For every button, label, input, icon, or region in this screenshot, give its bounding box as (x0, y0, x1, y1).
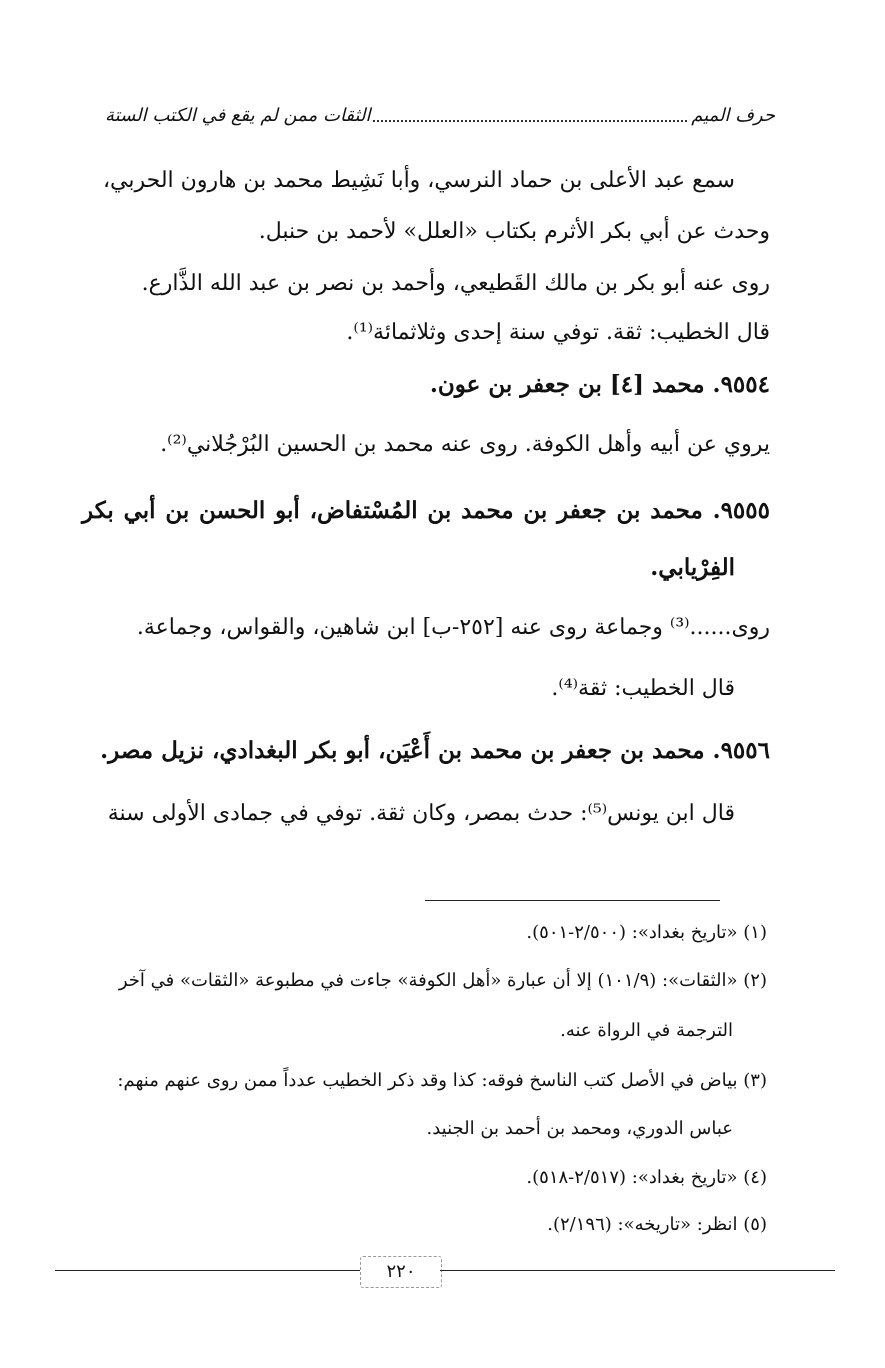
footer-rule-right (440, 1270, 835, 1271)
body-line: روى عنه أبو بكر بن مالك القَطيعي، وأحمد بن نصر بن عبد الله الذَّارع. (141, 271, 770, 296)
footnote-2-cont: الترجمة في الرواة عنه. (560, 1020, 733, 1041)
running-header (105, 100, 775, 132)
chapter-title: حرف الميم (691, 105, 775, 126)
footnote-4: (٤) «تاريخ بغداد»: (٢/٥١٧-٥١٨). (526, 1167, 767, 1188)
entry-heading-9555-cont: الفِرْيابي. (650, 554, 735, 581)
body-line: قال الخطيب: ثقة. توفي سنة إحدى وثلاثمائة⁽¹⁾. (346, 320, 770, 345)
header-dotted-leader (373, 120, 687, 122)
book-title: الثقات ممن لم يقع في الكتب الستة (105, 105, 371, 126)
body-line: يروي عن أبيه وأهل الكوفة. روى عنه محمد بن الحسين البُرْجُلاني⁽²⁾. (160, 432, 770, 457)
body-line: قال الخطيب: ثقة⁽⁴⁾. (551, 676, 735, 701)
entry-heading-9554: ٩٥٥٤. محمد [٤] بن جعفر بن عون. (429, 371, 770, 398)
entry-heading-9555: ٩٥٥٥. محمد بن جعفر بن محمد بن المُسْتفاض، أبو الحسن بن أبي بكر (82, 497, 770, 524)
body-line: سمع عبد الأعلى بن حماد النرسي، وأبا نَشِيط محمد بن هارون الحربي، (102, 168, 735, 193)
body-line: روى......⁽³⁾ وجماعة روى عنه [٢٥٢-ب] ابن شاهين، والقواس، وجماعة. (136, 615, 770, 640)
entry-heading-9556: ٩٥٥٦. محمد بن جعفر بن محمد بن أَعْيَن، أبو بكر البغدادي، نزيل مصر. (100, 737, 770, 764)
page-number: ٢٢٠ (360, 1256, 442, 1288)
body-line: قال ابن يونس⁽⁵⁾: حدث بمصر، وكان ثقة. توفي في جمادى الأولى سنة (107, 801, 735, 826)
footnote-3: (٣) بياض في الأصل كتب الناسخ فوقه: كذا وقد ذكر الخطيب عدداً ممن روى عنهم منهم: (117, 1070, 767, 1091)
footnote-5: (٥) انظر: «تاريخه»: (٢/١٩٦). (547, 1214, 767, 1235)
footer-rule-left (55, 1270, 360, 1271)
footnote-2: (٢) «الثقات»: (١٠١/٩) إلا أن عبارة «أهل الكوفة» جاءت في مطبوعة «الثقات» في آخر (118, 970, 767, 991)
footnote-3-cont: عباس الدوري، ومحمد بن أحمد بن الجنيد. (426, 1118, 733, 1139)
footnote-separator (425, 900, 720, 901)
body-line: وحدث عن أبي بكر الأثرم بكتاب «العلل» لأحمد بن حنبل. (258, 219, 770, 244)
footnote-1: (١) «تاريخ بغداد»: (٢/٥٠٠-٥٠١). (526, 922, 767, 943)
